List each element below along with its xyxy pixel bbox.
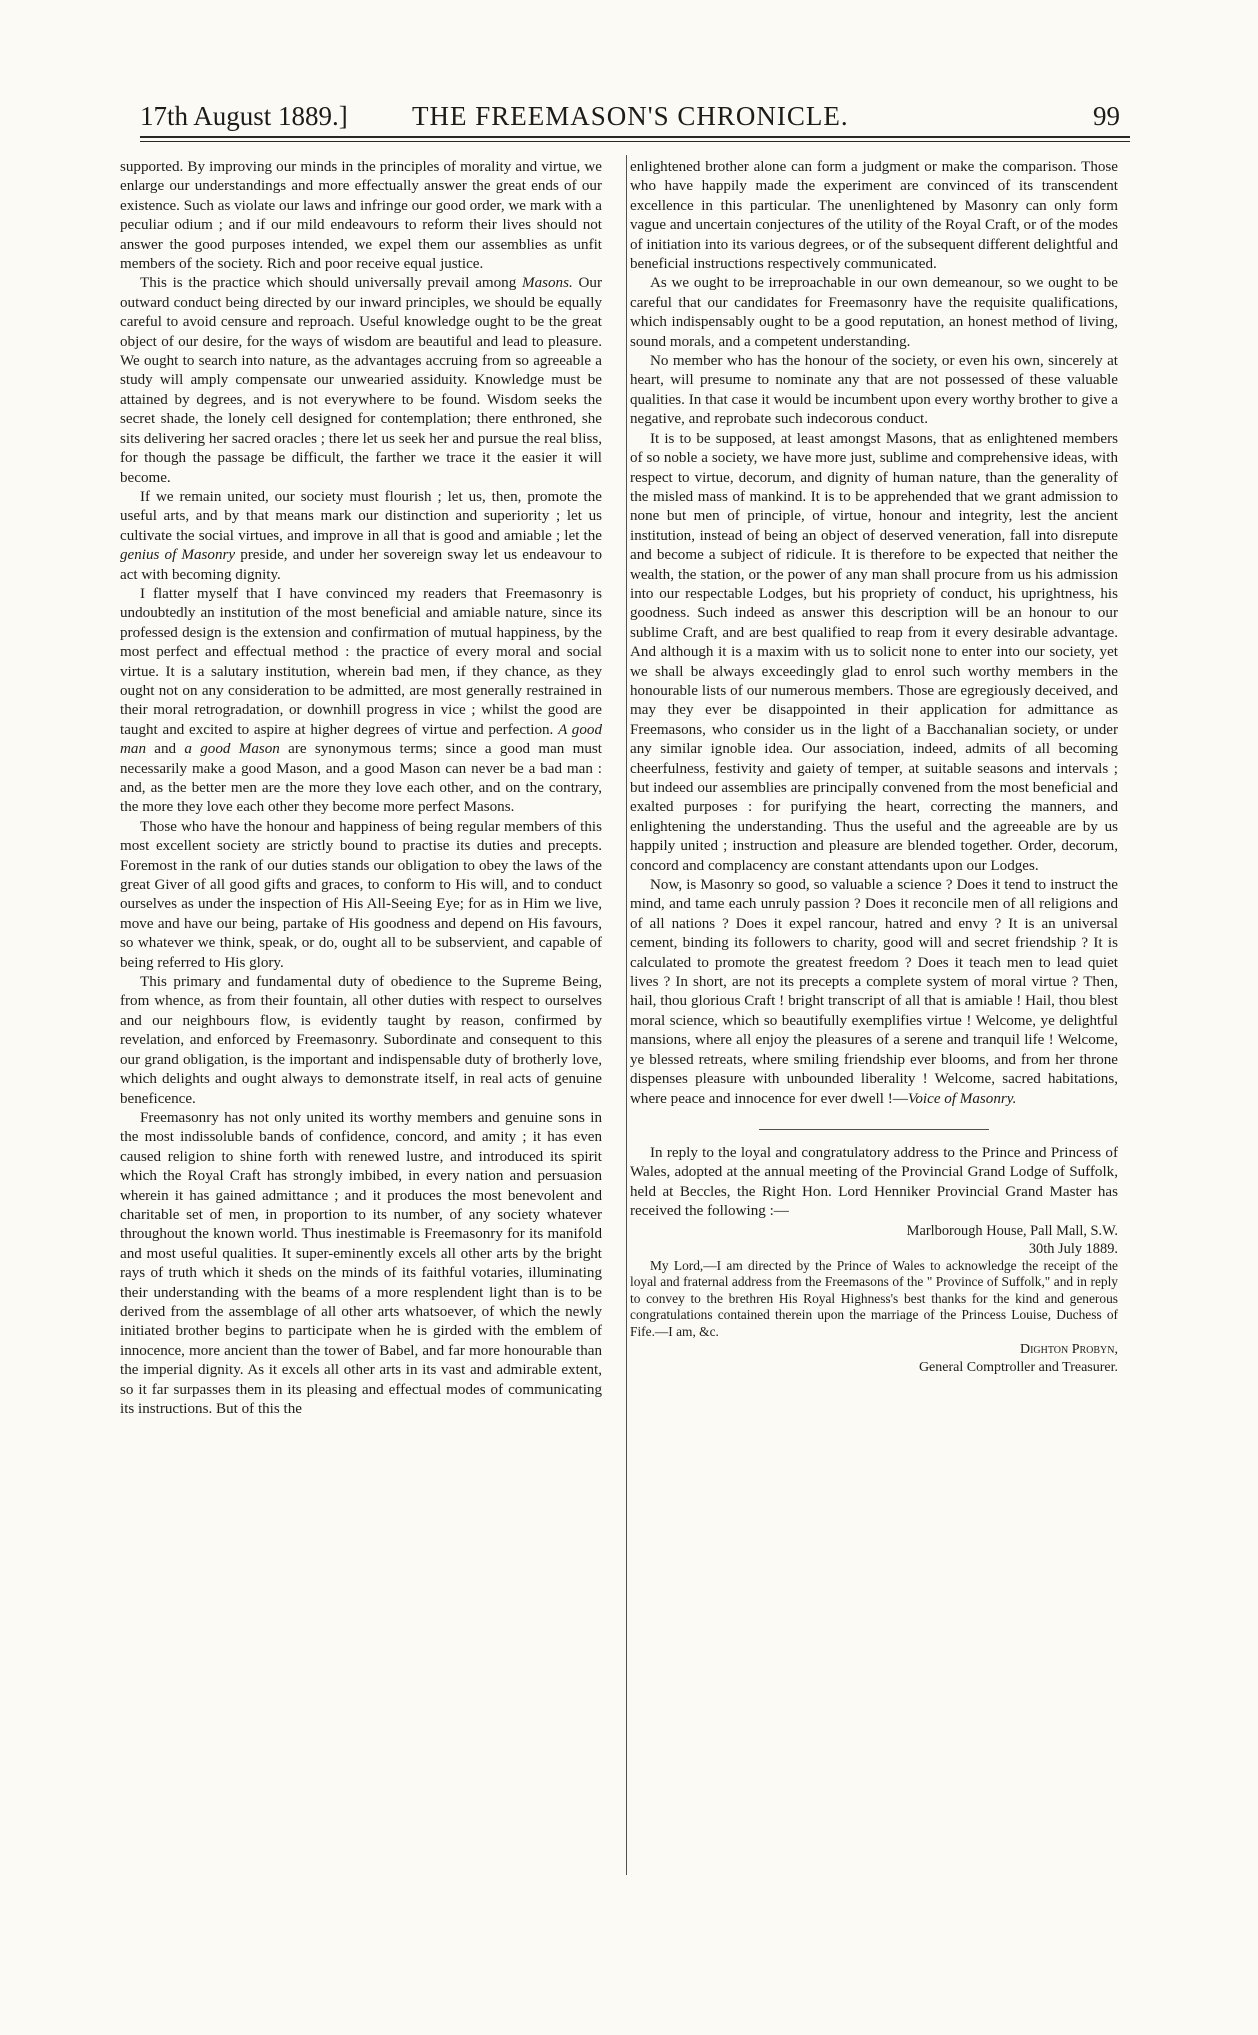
italic-text: Masons. (522, 275, 573, 292)
italic-text: Voice of Masonry. (907, 1090, 1017, 1107)
header-rule-thick (140, 136, 1130, 138)
header-rule-thin (140, 141, 1130, 142)
italic-text: a good Mason (184, 741, 280, 758)
paragraph: As we ought to be irreproachable in our own demeanour, so we ought to be careful that our candidates for Freemasonry have the requisite qualifications, which indispensably ought to be a good reputation, an honest method of living, sound morals, and a competent understanding. (630, 275, 1118, 350)
text-run: I flatter myself that I have convinced my readers that Freemasonry is undoubtedly an institution of the most beneficial and amiable nature, since its professed design is the extension and confirmation of mutual happiness, by the most perfect and effectual method : the practice of every moral and social virtue. It is a salutary institution, wherein bad men, if they chance, as they ought not on any consideration to be admitted, are most generally restrained in their moral retrogradation, or downhill progress in vice ; whilst the good are taught and excited to aspire at higher degrees of virtue and perfection. (120, 585, 602, 738)
paragraph: It is to be supposed, at least amongst Masons, that as enlightened members of so noble a society, we have more just, sublime and comprehensive ideas, with respect to virtue, decorum, and dignity of human nature, than the generality of the misled mass of mankind. It is to be apprehended that we grant admission to none but men of principle, of virtue, honour and integrity, lest the ancient institution, instead of being an object of deserved veneration, fall into disrepute and become a subject of ridicule. It is therefore to be expected that neither the wealth, the station, or the power of any man shall procure from us his admission into our respectable Lodges, but his propriety of conduct, his uprightness, his goodness. Such indeed as answer this description will be an honour to our sublime Craft, and are best qualified to reap from it every desirable advantage. And although it is a maxim with us to solicit none to enter into our society, yet we shall be always exceedingly glad to enrol such worthy members in the honourable lists of our numerous members. Those are egregiously deceived, and may they ever be disappointed in their application for admittance as Freemasons, who consider us in the light of a Bacchanalian society, or under any similar ignoble idea. Our association, indeed, admits of all becoming cheerfulness, festivity and gaiety of temper, at suitable seasons and intervals ; but indeed our assemblies are principally convened from the most beneficial and exalted purposes : for purifying the heart, correcting the manners, and enlightening the understanding. Thus the useful and the agreeable are by us happily united ; instruction and pleasure are blended together. Order, decorum, concord and complacency are constant attendants upon our Lodges. (630, 430, 1118, 874)
paragraph (630, 876, 1118, 1109)
text-run: and (146, 741, 185, 758)
paragraph: supported. By improving our minds in the principles of morality and virtue, we enlarge our understandings and more effectually answer the great ends of our existence. Such as violate our laws and infringe our good order, we mark with a peculiar odium ; and if our mild endeavours to reform their lives should not answer the good purposes intended, we expel them our assemblies as unfit members of the society. Rich and poor receive equal justice. (120, 159, 602, 273)
letter-date: 30th July 1889. (1028, 1240, 1118, 1257)
italic-text: A good man (120, 721, 602, 758)
paragraph: In reply to the loyal and congratulatory address to the Prince and Princess of Wales, adopted at the annual meeting of the Provincial Grand Lodge of Suffolk, held at Beccles, the Right Hon. Lord Henniker Provincial Grand Master has received the following :— (630, 1144, 1118, 1220)
italic-text: genius of Masonry (120, 547, 236, 564)
paragraph: Those who have the honour and happiness of being regular members of this most excellent society are strictly bound to practise its duties and precepts. Foremost in the rank of our duties stands our obligation to obey the laws of the great Giver of all good gifts and graces, to conform to His will, and to conduct ourselves as under the inspection of His All-Seeing Eye; for as in Him we live, move and have our being, partake of His goodness and depend on His favours, so whatever we think, speak, or do, ought all to be subservient, and capable of being referred to His glory. (120, 818, 602, 971)
section-separator (759, 1129, 989, 1130)
paragraph: This primary and fundamental duty of obedience to the Supreme Being, from whence, as from their fountain, all other duties with respect to ourselves and our neighbours flow, is evidently taught by reason, confirmed by revelation, and enforced by Freemasonry. Subordinate and consequent to this our grand obligation, is the important and indispensable duty of brotherly love, which delights and ought always to demonstrate itself, in real acts of genuine beneficence. (120, 974, 602, 1107)
paragraph: Freemasonry has not only united its worthy members and genuine sons in the most indissoluble bands of confidence, concord, and amity ; it has even caused religion to shine forth with renewed lustre, and introduced its spirit which the Royal Craft has strongly imbibed, in every nation and persuasion wherein it has gained admittance ; and it produces the most benevolent and charitable set of men, in proportion to its number, of any society whatever throughout the known world. Thus inestimable is Freemasonry for its manifold and most useful qualities. It super-eminently excels all other arts by the bright rays of truth which it sheds on the minds of its faithful votaries, illuminating their understanding with the beams of a more resplendent light than is to be derived from the assemblage of all other arts whatsoever, of which the newly initiated brother begins to participate when he is girded with the emblem of innocence, more ancient than the tower of Babel, and far more honourable than the imperial dignity. As it excels all other arts in its vast and admirable extent, so it far surpasses them in its pleasing and effectual modes of communicating its instructions. But of this the (120, 1109, 602, 1417)
journal-title: THE FREEMASON'S CHRONICLE. (412, 101, 849, 131)
paragraph (120, 488, 602, 585)
letter-body: My Lord,—I am directed by the Prince of Wales to acknowledge the receipt of the loyal and fraternal address from the Freemasons of the " Province of Suffolk," and in reply to convey to the brethren His Royal Highness's best thanks for the kind and generous congratulations contained therein upon the marriage of the Princess Louise, Duchess of Fife.—I am, &c. (630, 1257, 1118, 1339)
column-divider (626, 155, 627, 1875)
text-run: Our outward conduct being directed by our inward principles, we should be equally careful to avoid censure and reproach. Useful knowledge ought to be the great object of our desire, for the ways of wisdom are beautiful and lead to pleasure. We ought to search into nature, as the advantages accruing from so agreeable a study will amply compensate our unwearied assiduity. Knowledge must be attained by degrees, and is not everywhere to be found. Wisdom seeks the secret shade, the lonely cell designed for contemplation; there enthroned, she sits delivering her sacred oracles ; there let us seek her and pursue the real bliss, for though the passage be difficult, the farther we trace it the easier it will become. (120, 275, 602, 486)
paragraph (120, 585, 602, 818)
signature-name: Dighton Probyn, (1019, 1341, 1118, 1357)
text-run: Now, is Masonry so good, so valuable a science ? Does it tend to instruct the mind, and tame each unruly passion ? Does it reconcile men of all religions and of all nations ? Does it expel rancour, hatred and envy ? It is an universal cement, binding its followers to charity, good will and secret friendship ? It is calculated to promote the greatest freedom ? Does it teach men to lead quiet lives ? In short, are not its precepts a complete system of moral virtue ? Then, hail, thou glorious Craft ! bright transcript of all that is amiable ! Hail, thou blest moral science, which so beautifully exemplifies virtue ! Welcome, ye delightful mansions, where all enjoy the pleasures of a serene and tranquil life ! Welcome, ye blessed retreats, where smiling friendship ever blooms, and from her throne dispenses pleasure with unbounded liberality ! Welcome, sacred habitations, where peace and innocence for ever dwell !— (630, 877, 1118, 1107)
text-run: are synonymous terms; since a good man must necessarily make a good Mason, and a good Mason can never be a bad man : and, as the better men are the more they love each other, and on the contrary, the more they love each other they become more perfect Masons. (120, 741, 602, 816)
header-date: 17th August 1889.] (140, 101, 348, 131)
text-run: preside, and under her sovereign sway let us endeavour to act with becoming dignity. (120, 547, 602, 583)
page-number: 99 (1093, 101, 1120, 131)
signature-title: General Comptroller and Treasurer. (918, 1359, 1118, 1375)
paragraph (120, 274, 602, 487)
paragraph: enlightened brother alone can form a judgment or make the comparison. Those who have happily made the experiment are convinced of its transcendent excellence in this particular. The unenlightened by Masonry can only form vague and uncertain conjectures of the utility of the Royal Craft, or of the modes of initiation into its various degrees, or of the subsequent different delightful and beneficial instructions respectively communicated. (630, 159, 1118, 273)
left-column (120, 158, 602, 1419)
text-run: This is the practice which should universally prevail among (140, 275, 523, 292)
page-header (140, 98, 1130, 134)
paragraph: No member who has the honour of the society, or even his own, sincerely at heart, will presume to nominate any that are not possessed of these valuable qualities. In that case it would be incumbent upon every worthy brother to give a negative, and reprobate such indecorous conduct. (630, 353, 1118, 428)
right-column (630, 158, 1118, 1377)
letter-address: Marlborough House, Pall Mall, S.W. (906, 1222, 1118, 1239)
text-run: If we remain united, our society must flourish ; let us, then, promote the useful arts, and by that means mark our distinction and superiority ; let us cultivate the social virtues, and improve in all that is good and amiable ; let the (120, 488, 602, 544)
